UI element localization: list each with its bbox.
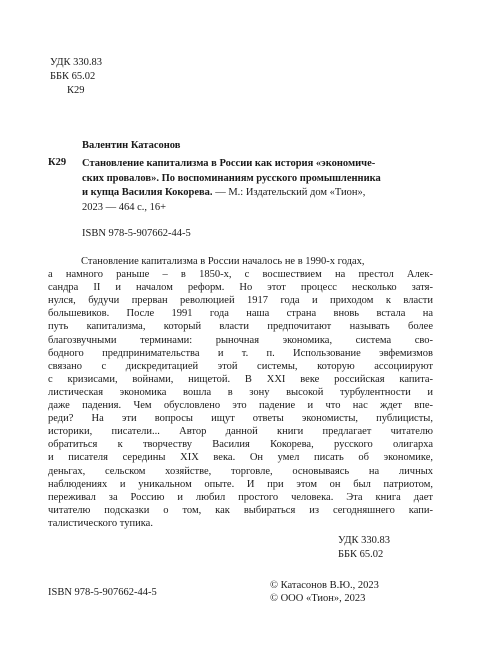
biblio-author-mark: К29 [48,157,67,168]
abstract-line: бодного предпринимательства и т. п. Использование эвфемизмов [48,347,433,359]
bibliographic-record [82,157,432,215]
classification-codes [50,56,102,98]
abstract [48,255,433,530]
abstract-line: большевиков. После 1991 года наша страна вновь встала на [48,308,433,320]
author-mark: К29 [67,85,85,96]
abstract-line: путь капитализма, который власти предпочитают называть более [48,321,433,333]
biblio-line: 2023 — 464 с., 16+ [82,201,167,213]
abstract-line: и писателя середины XIX века. Он умел писать об экономике, [48,452,433,464]
abstract-line: связано с дискредитацией этой системы, которую ассоциируют [48,360,433,372]
abstract-line: Становление капитализма в России началось не в 1990-х годах, [81,256,365,267]
abstract-line: нулся, будучи прерван революцией 1917 года и приходом к власти [48,295,433,307]
biblio-line: Становление капитализма в России как история «экономиче- [82,158,376,169]
abstract-line: благозвучными терминами: рыночная экономика, система сво- [48,334,433,346]
abstract-line: историки, писатели... Автор данной книги предлагает читателю [48,426,433,438]
bbk-code: ББК 65.02 [50,71,96,82]
footer-bbk-code: ББК 65.02 [338,549,384,560]
footer-udc-code: УДК 330.83 [338,535,391,546]
copyright-author: © Катасонов В.Ю., 2023 [270,580,379,591]
author-name: Валентин Катасонов [82,140,181,151]
abstract-line: деньгах, сельском хозяйстве, торговле, основываясь на личных [48,465,433,477]
biblio-line: ских провалов». По воспоминаниям русского промышленника [82,172,381,184]
abstract-line: переживал за Россию и любил простого человека. Эта книга дает [48,491,433,503]
abstract-line: читателю подсказки о том, как выбираться из сегодняшнего капи- [48,504,433,516]
abstract-line: листическая экономика вошла в зону высокой турбулентности и [48,386,433,398]
abstract-line: а намного раньше – в 1850-х, с восшествием на престол Алек- [48,269,433,281]
abstract-line: сандра II и началом реформ. Но этот процесс несколько затя- [48,282,433,294]
copyright-publisher: © ООО «Тион», 2023 [270,593,366,604]
biblio-line: и купца Василия Кокорева. — М.: Издательский дом «Тион», [82,187,366,198]
isbn: ISBN 978-5-907662-44-5 [82,228,191,239]
copyright-block [270,579,379,605]
abstract-line: обратиться к творчеству Василия Кокорева, русского олигарха [48,439,433,451]
abstract-line: с кризисами, войнами, нищетой. В XXI веке российская капита- [48,373,433,385]
footer-isbn: ISBN 978-5-907662-44-5 [48,587,157,598]
abstract-line: даже падения. Чем обусловлено это падение и что нас ждет впе- [48,400,433,412]
abstract-line: реди? На эти вопросы ищут ответы экономисты, публицисты, [48,413,433,425]
footer-classification-codes [338,534,390,562]
abstract-line: наблюдениях и уникальном опыте. И при этом он был патриотом, [48,478,433,490]
udc-code: УДК 330.83 [50,57,103,68]
abstract-line: талистического тупика. [48,517,153,529]
